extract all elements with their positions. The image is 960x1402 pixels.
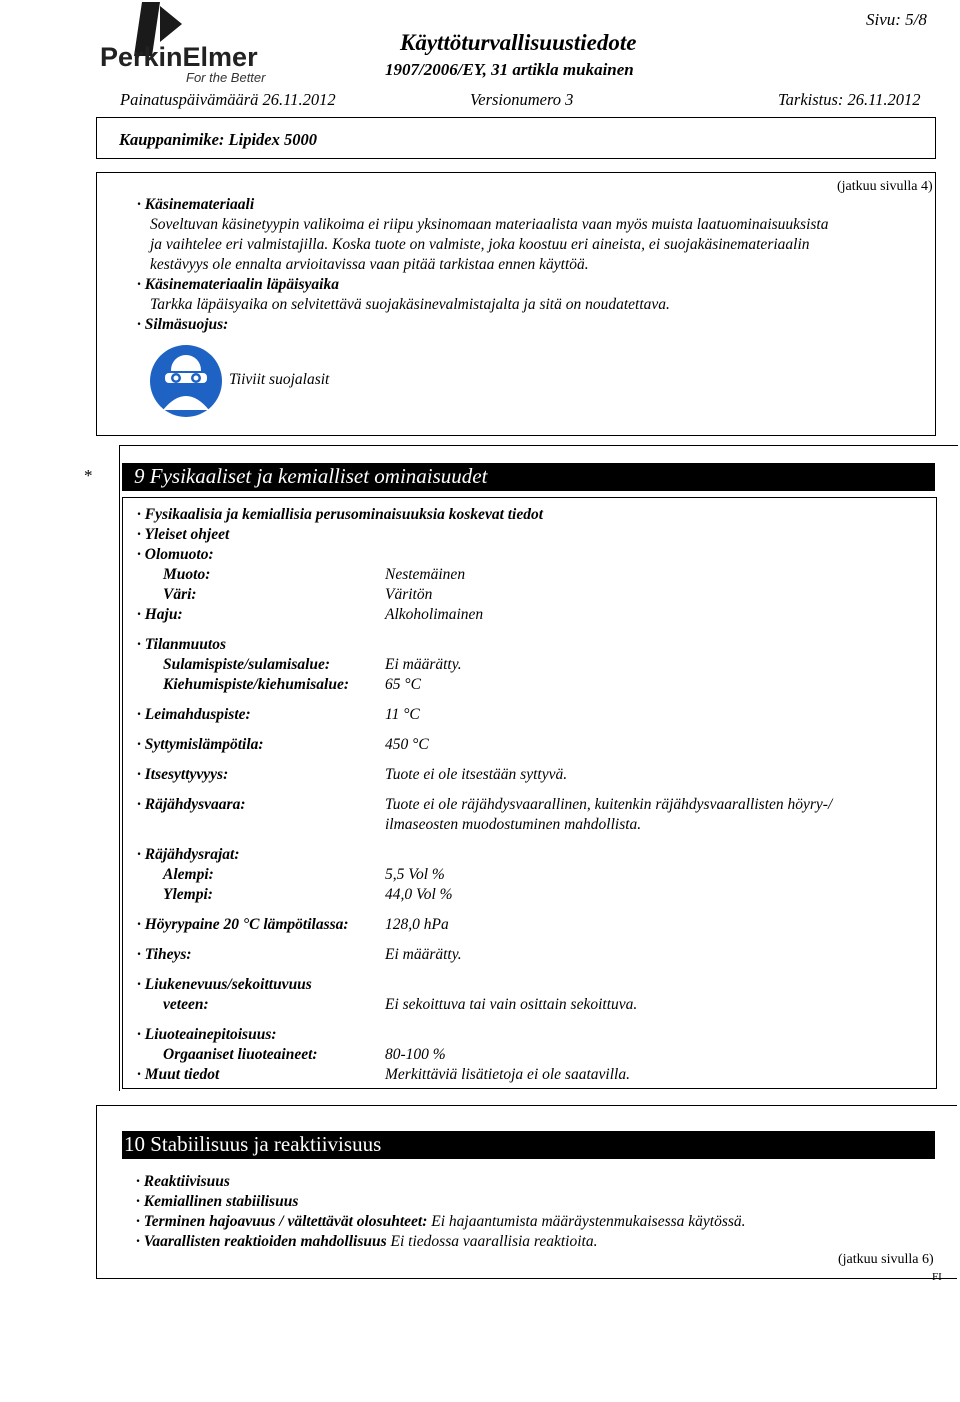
property-row xyxy=(123,526,923,546)
property-value: 128,0 hPa xyxy=(385,916,449,933)
property-label: · Fysikaalisia ja kemiallisia perusominaisuuksia koskevat tiedot xyxy=(137,506,544,523)
thermal-decomposition-label: · Terminen hajoavuus / vältettävät olosuhteet: xyxy=(136,1213,428,1230)
property-value: 450 °C xyxy=(385,736,429,753)
property-row xyxy=(123,1066,923,1086)
property-row xyxy=(123,1046,923,1066)
property-label: · Liukenevuus/sekoittuvuus xyxy=(137,976,312,993)
property-row xyxy=(123,846,923,866)
property-value: Merkittäviä lisätietoja ei ole saatavilla. xyxy=(385,1066,630,1083)
property-row xyxy=(123,636,923,656)
section-9-title: 9 Fysikaaliset ja kemialliset ominaisuudet xyxy=(134,464,488,488)
permeation-heading: · Käsinemateriaalin läpäisyaika xyxy=(137,276,339,293)
reactivity-row xyxy=(136,1173,230,1191)
property-label: · Yleiset ohjeet xyxy=(137,526,230,543)
property-row xyxy=(123,546,923,566)
property-value: 11 °C xyxy=(385,706,420,723)
hazardous-reactions-label: · Vaarallisten reaktioiden mahdollisuus xyxy=(136,1233,387,1250)
property-label: · Räjähdysrajat: xyxy=(137,846,240,863)
property-value: Alkoholimainen xyxy=(385,606,484,623)
property-label: · Räjähdysvaara: xyxy=(137,796,246,813)
document-subtitle: 1907/2006/EY, 31 artikla mukainen xyxy=(385,60,634,79)
chemical-stability-row xyxy=(136,1193,298,1211)
property-label: Sulamispiste/sulamisalue: xyxy=(163,656,331,673)
product-name: Kauppanimike: Lipidex 5000 xyxy=(119,130,317,149)
property-row xyxy=(123,736,923,756)
property-label: · Leimahduspiste: xyxy=(137,706,251,723)
property-row xyxy=(123,586,923,606)
property-label: Kiehumispiste/kiehumisalue: xyxy=(163,676,350,693)
eye-protection-text: Tiiviit suojalasit xyxy=(229,371,330,388)
continued-from: (jatkuu sivulla 4) xyxy=(837,179,933,194)
property-row xyxy=(123,796,923,816)
property-row xyxy=(123,506,923,526)
glove-material-line-2: ja vaihtelee eri valmistajilla. Koska tuote on valmiste, joka koostuu eri aineista, ei suojakäsinemateriaalin xyxy=(150,236,810,253)
hazardous-reactions-row xyxy=(136,1233,597,1251)
thermal-decomposition-value: Ei hajaantumista määräystenmukaisessa käytössä. xyxy=(431,1213,746,1230)
glove-material-line-1: Soveltuvan käsinetyypin valikoima ei riipu yksinomaan materiaalista vaan myös muista laatuominaisuuksista xyxy=(150,216,829,233)
property-label: · Höyrypaine 20 °C lämpötilassa: xyxy=(137,916,349,933)
property-label: · Haju: xyxy=(137,606,183,623)
property-value: Ei määrätty. xyxy=(385,946,462,963)
hazardous-reactions-value: Ei tiedossa vaarallisia reaktioita. xyxy=(390,1233,598,1250)
section-10-title-bar xyxy=(122,1131,935,1159)
glove-material-heading: · Käsinemateriaali xyxy=(137,196,255,213)
property-value: Tuote ei ole räjähdysvaarallinen, kuitenkin räjähdysvaarallisten höyry-/ xyxy=(385,796,833,813)
property-row xyxy=(123,766,923,786)
eye-protection-heading: · Silmäsuojus: xyxy=(137,316,229,333)
thermal-decomposition-row xyxy=(136,1213,746,1231)
property-value: 65 °C xyxy=(385,676,421,693)
continued-on: (jatkuu sivulla 6) xyxy=(838,1252,934,1267)
property-label: · Itsesyttyvyys: xyxy=(137,766,229,783)
property-label: Muoto: xyxy=(163,566,211,583)
property-label: Orgaaniset liuoteaineet: xyxy=(163,1046,318,1063)
property-value: Väritön xyxy=(385,586,433,603)
change-marker: * xyxy=(84,466,93,485)
company-logo xyxy=(100,2,270,86)
property-row xyxy=(123,976,923,996)
section-8-box xyxy=(96,172,936,436)
property-value: Tuote ei ole itsestään syttyvä. xyxy=(385,766,568,783)
safety-goggles-icon xyxy=(149,344,223,418)
property-row xyxy=(123,706,923,726)
property-row xyxy=(123,916,923,936)
print-date: Painatuspäivämäärä 26.11.2012 xyxy=(120,90,336,109)
property-label: Alempi: xyxy=(163,866,214,883)
version-number: Versionumero 3 xyxy=(470,90,574,109)
glove-material-line-3: kestävyys ole ennalta arvioitavissa vaan pitää tarkistaa ennen käyttöä. xyxy=(150,256,589,273)
property-label: Väri: xyxy=(163,586,197,603)
section-10-title: 10 Stabiilisuus ja reaktiivisuus xyxy=(124,1132,382,1156)
section-9-content xyxy=(122,497,937,1089)
property-row xyxy=(123,886,923,906)
property-label: veteen: xyxy=(163,996,209,1013)
document-title: Käyttöturvallisuustiedote xyxy=(400,30,637,55)
logo-tagline: For the Better xyxy=(186,70,266,85)
property-label: · Olomuoto: xyxy=(137,546,214,563)
property-row xyxy=(123,996,923,1016)
property-row xyxy=(123,606,923,626)
property-value: 80-100 % xyxy=(385,1046,446,1063)
property-row xyxy=(123,816,923,836)
reactivity-label: · Reaktiivisuus xyxy=(136,1173,230,1190)
property-label: · Tiheys: xyxy=(137,946,192,963)
language-code: FI xyxy=(932,1271,942,1283)
property-row xyxy=(123,946,923,966)
permeation-text: Tarkka läpäisyaika on selvitettävä suojakäsinevalmistajalta ja sitä on noudatettava. xyxy=(150,296,670,313)
property-row xyxy=(123,566,923,586)
property-row xyxy=(123,866,923,886)
property-label: · Liuoteainepitoisuus: xyxy=(137,1026,277,1043)
property-label: Ylempi: xyxy=(163,886,213,903)
property-value: 5,5 Vol % xyxy=(385,866,445,883)
revision-date: Tarkistus: 26.11.2012 xyxy=(778,90,921,109)
property-label: · Syttymislämpötila: xyxy=(137,736,264,753)
property-label: · Tilanmuutos xyxy=(137,636,227,653)
property-value: ilmaseosten muodostuminen mahdollista. xyxy=(385,816,642,833)
property-value: 44,0 Vol % xyxy=(385,886,453,903)
property-value: Ei määrätty. xyxy=(385,656,462,673)
section-9-title-bar xyxy=(122,463,935,491)
chemical-stability-label: · Kemiallinen stabiilisuus xyxy=(136,1193,299,1210)
logo-text: PerkinElmer xyxy=(100,42,258,72)
property-value: Nestemäinen xyxy=(385,566,466,583)
page-number: Sivu: 5/8 xyxy=(866,10,927,29)
property-value: Ei sekoittuva tai vain osittain sekoittuva. xyxy=(385,996,638,1013)
section-10-rows xyxy=(136,1173,936,1263)
property-row xyxy=(123,1026,923,1046)
property-row xyxy=(123,656,923,676)
product-name-box xyxy=(96,117,936,159)
property-row xyxy=(123,676,923,696)
property-label: · Muut tiedot xyxy=(137,1066,220,1083)
